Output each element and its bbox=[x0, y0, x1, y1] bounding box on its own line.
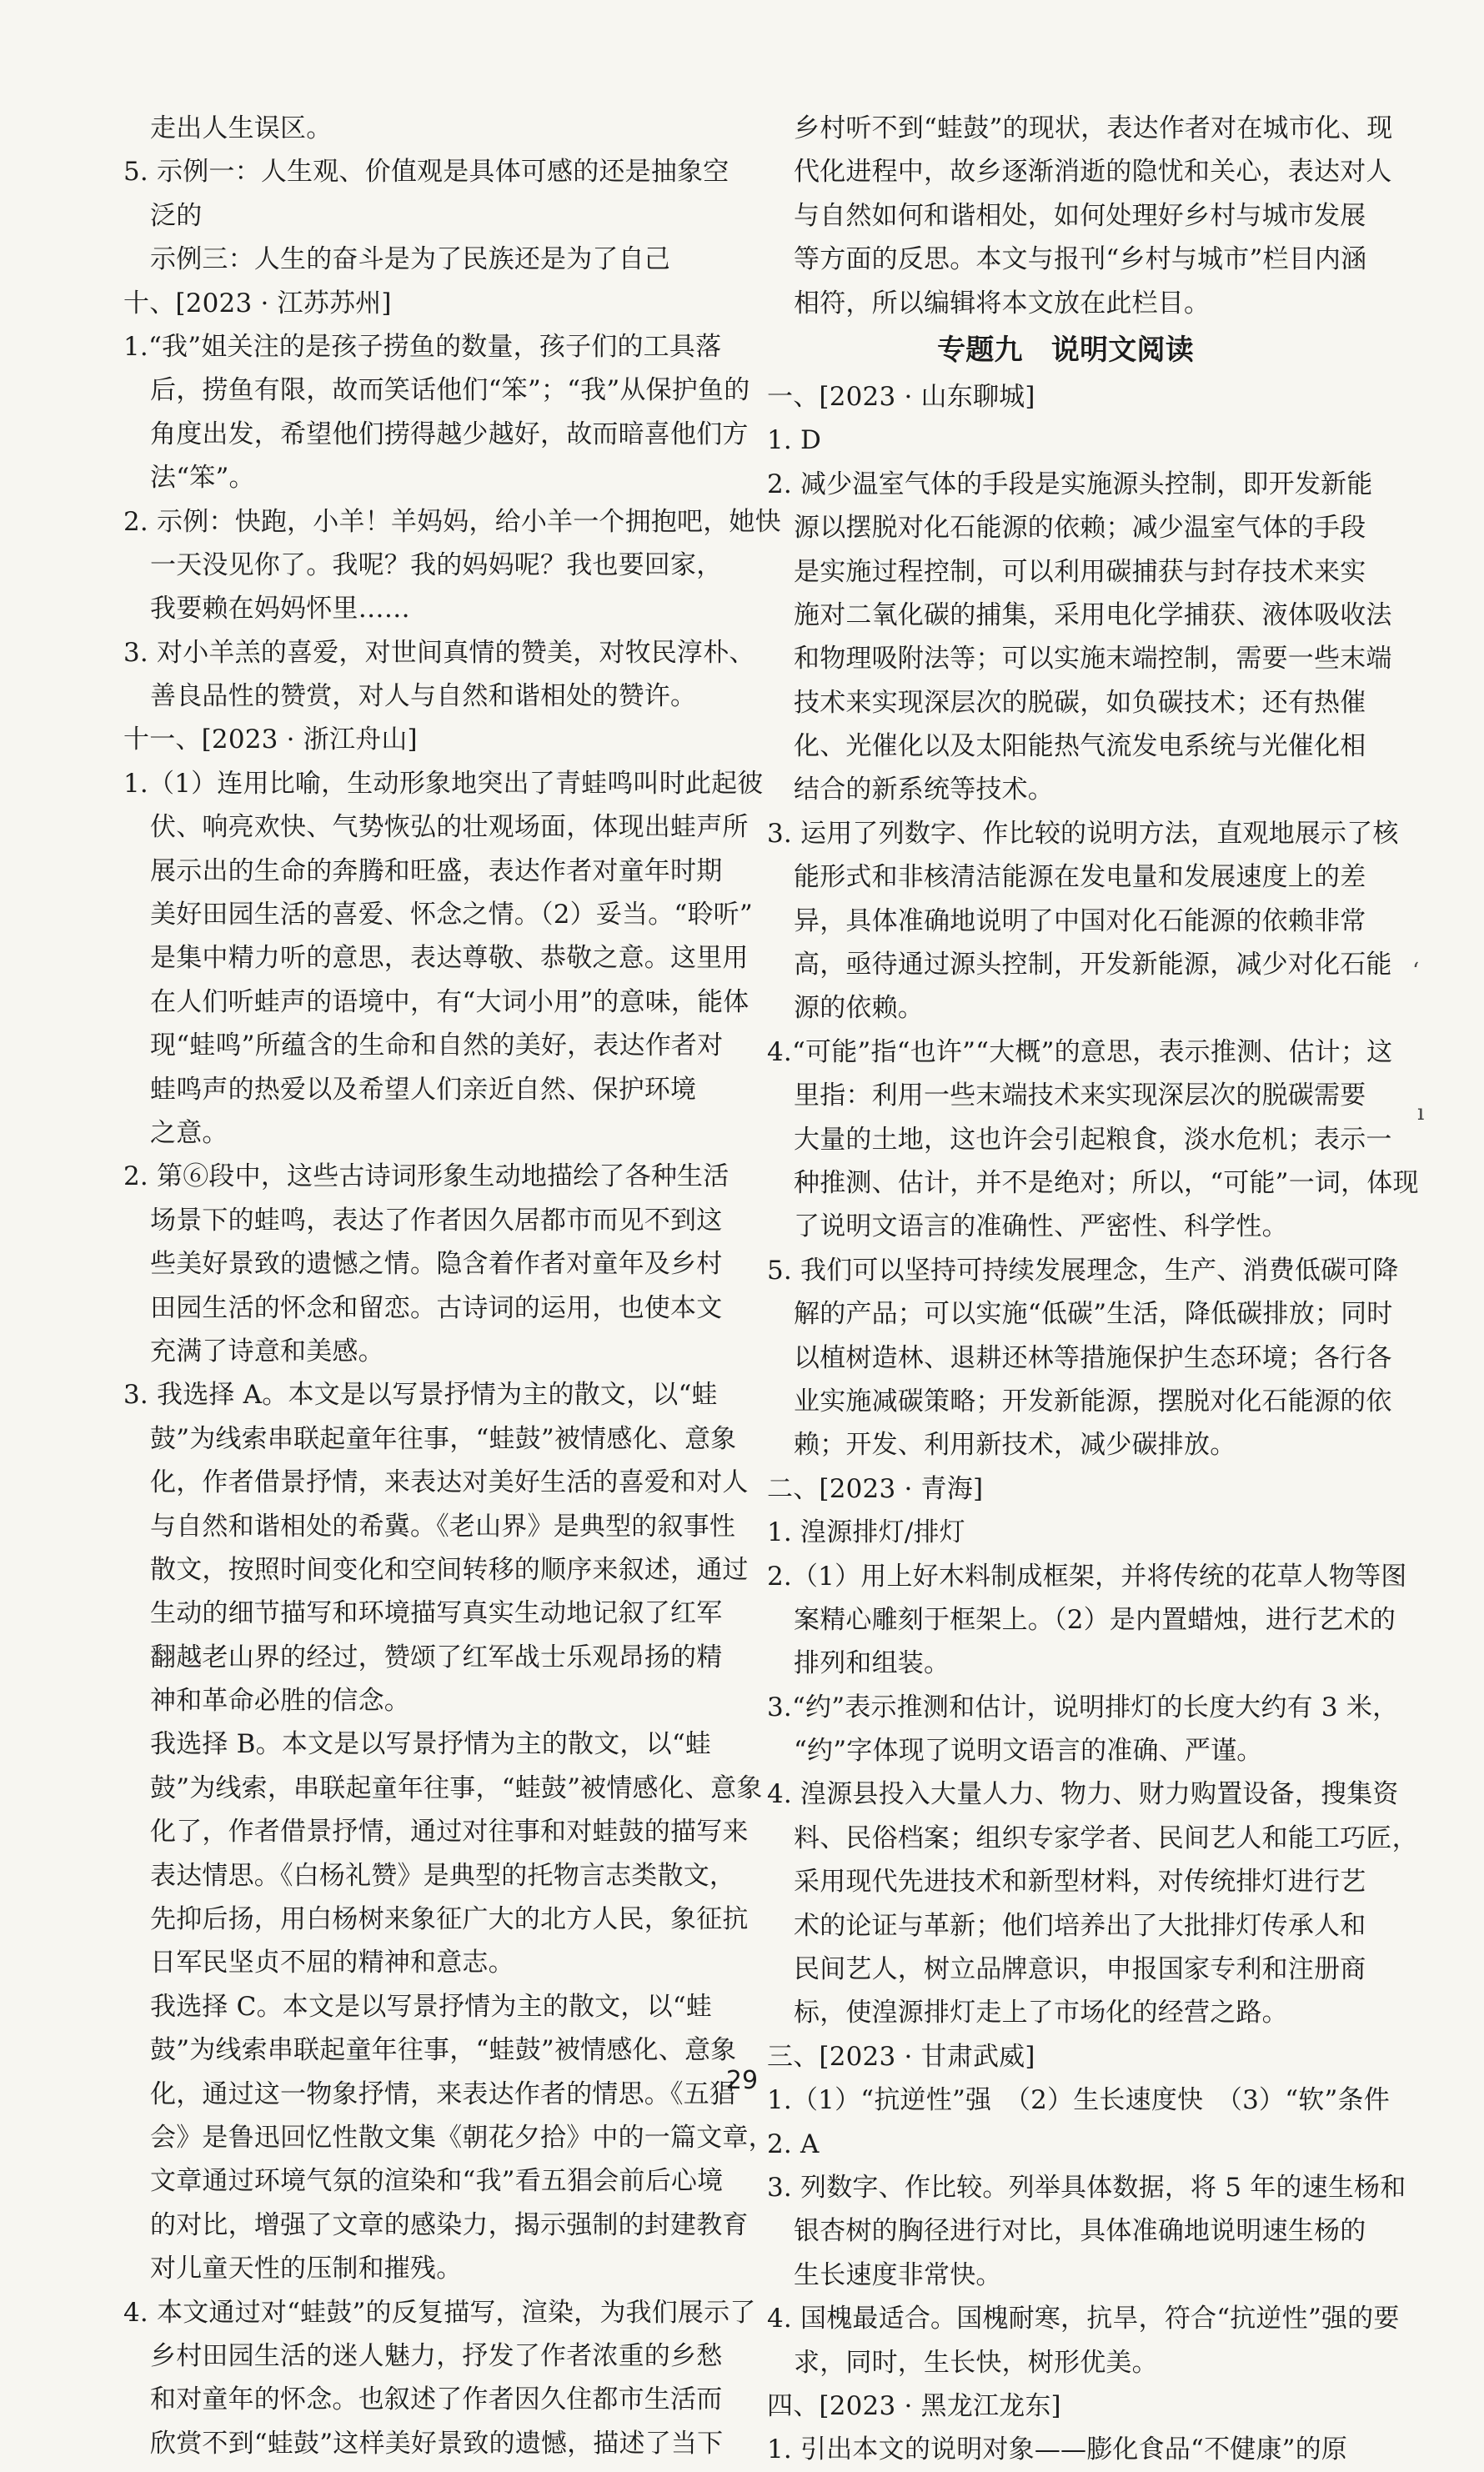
answer-line: 2. A bbox=[767, 2129, 820, 2159]
answer-line: 鼓”为线索串联起童年往事，“蛙鼓”被情感化、意象 bbox=[150, 2035, 737, 2066]
answer-line: 种推测、估计，并不是绝对；所以，“可能”一词，体现 bbox=[794, 1167, 1419, 1198]
answer-line: 会》是鲁迅回忆性散文集《朝花夕拾》中的一篇文章， bbox=[150, 2122, 775, 2153]
answer-line: 异，具体准确地说明了中国对化石能源的依赖非常 bbox=[794, 905, 1366, 936]
answer-line: 法“笨”。 bbox=[150, 463, 255, 494]
answer-line: 5. 示例一：人生观、价值观是具体可感的还是抽象空 bbox=[123, 157, 729, 188]
answer-line: 鼓”为线索，串联起童年往事，“蛙鼓”被情感化、意象 bbox=[150, 1773, 763, 1803]
answer-line: 的对比，增强了文章的感染力，揭示强制的封建教育 bbox=[150, 2209, 749, 2240]
answer-line: 乡村听不到“蛙鼓”的现状，表达作者对在城市化、现 bbox=[794, 113, 1393, 143]
answer-line: 生长速度非常快。 bbox=[794, 2259, 1002, 2290]
answer-line: 欣赏不到“蛙鼓”这样美好景致的遗憾，描述了当下 bbox=[150, 2428, 724, 2459]
answer-line: 1. 湟源排灯/排灯 bbox=[767, 1517, 965, 1548]
section-heading: 二、[2023 · 青海] bbox=[767, 1473, 984, 1504]
answer-line: 在人们听蛙声的语境中，有“大词小用”的意味，能体 bbox=[150, 986, 750, 1017]
answer-line: 示例三：人生的奋斗是为了民族还是为了自己 bbox=[150, 244, 670, 275]
topic-title: 专题九 说明文阅读 bbox=[937, 333, 1194, 367]
answer-line: 3.“约”表示推测和估计，说明排灯的长度大约有 3 米， bbox=[767, 1692, 1399, 1722]
answer-line: 解的产品；可以实施“低碳”生活，降低碳排放；同时 bbox=[794, 1299, 1393, 1330]
answer-line: 与自然如何和谐相处，如何处理好乡村与城市发展 bbox=[794, 200, 1366, 231]
answer-line: 高，亟待通过源头控制，开发新能源，减少对化石能 bbox=[794, 950, 1392, 980]
answer-line: 1. 引出本文的说明对象——膨化食品“不健康”的原 bbox=[767, 2434, 1348, 2465]
answer-line: 场景下的蛙鸣，表达了作者因久居都市而见不到这 bbox=[150, 1205, 723, 1236]
answer-line: 和对童年的怀念。也叙述了作者因久住都市生活而 bbox=[150, 2384, 723, 2415]
answer-line: 角度出发，希望他们捞得越少越好，故而暗喜他们方 bbox=[150, 419, 749, 449]
answer-line: 业实施减碳策略；开发新能源，摆脱对化石能源的依 bbox=[794, 1386, 1392, 1417]
page-number: 29 bbox=[725, 2066, 759, 2095]
answer-line: 我选择 C。本文是以写景抒情为主的散文，以“蛙 bbox=[150, 1991, 713, 2022]
answer-line: 后，捞鱼有限，故而笑话他们“笨”；“我”从保护鱼的 bbox=[150, 375, 750, 406]
answer-line: 3. 对小羊羔的喜爱，对世间真情的赞美，对牧民淳朴、 bbox=[123, 637, 755, 668]
section-heading: 一、[2023 · 山东聊城] bbox=[767, 381, 1035, 412]
answer-line: 结合的新系统等技术。 bbox=[794, 775, 1054, 805]
answer-line: 银杏树的胸径进行对比，具体准确地说明速生杨的 bbox=[794, 2216, 1366, 2247]
answer-line: 田园生活的怀念和留恋。古诗词的运用，也使本文 bbox=[150, 1292, 723, 1323]
answer-line: 神和革命必胜的信念。 bbox=[150, 1686, 410, 1717]
answer-line: 4.“可能”指“也许”“大概”的意思，表示推测、估计；这 bbox=[767, 1036, 1393, 1067]
answer-line: 标，使湟源排灯走上了市场化的经营之路。 bbox=[794, 1998, 1288, 2028]
answer-line: 等方面的反思。本文与报刊“乡村与城市”栏目内涵 bbox=[794, 244, 1367, 275]
answer-line: 化，作者借景抒情，来表达对美好生活的喜爱和对人 bbox=[150, 1467, 749, 1498]
answer-line: 展示出的生命的奔腾和旺盛，表达作者对童年时期 bbox=[150, 855, 723, 886]
section-heading: 十一、[2023 · 浙江舟山] bbox=[123, 725, 418, 755]
answer-line: 4. 湟源县投入大量人力、物力、财力购置设备，搜集资 bbox=[767, 1779, 1399, 1810]
answer-line: 与自然和谐相处的希冀。《老山界》是典型的叙事性 bbox=[150, 1511, 736, 1542]
answer-line: 现“蛙鸣”所蕴含的生命和自然的美好，表达作者对 bbox=[150, 1030, 724, 1061]
answer-line: 善良品性的赞赏，对人与自然和谐相处的赞许。 bbox=[150, 681, 697, 712]
answer-line: 和物理吸附法等；可以实施末端控制，需要一些末端 bbox=[794, 644, 1392, 674]
answer-line: 伏、响亮欢快、气势恢弘的壮观场面，体现出蛙声所 bbox=[150, 812, 749, 843]
answer-line: 源的依赖。 bbox=[794, 993, 924, 1024]
answer-line: 排列和组装。 bbox=[794, 1648, 950, 1679]
answer-line: 相符，所以编辑将本文放在此栏目。 bbox=[794, 288, 1211, 318]
answer-line: 了说明文语言的准确性、严密性、科学性。 bbox=[794, 1211, 1288, 1242]
answer-line: 对儿童天性的压制和摧残。 bbox=[150, 2254, 463, 2284]
answer-line: 采用现代先进技术和新型材料，对传统排灯进行艺 bbox=[794, 1867, 1366, 1898]
answer-line: 民间艺人，树立品牌意识，申报国家专利和注册商 bbox=[794, 1954, 1366, 1985]
section-heading: 四、[2023 · 黑龙江龙东] bbox=[767, 2390, 1061, 2421]
answer-line: 2. 减少温室气体的手段是实施源头控制，即开发新能 bbox=[767, 469, 1373, 499]
answer-line: 赖；开发、利用新技术，减少碳排放。 bbox=[794, 1430, 1236, 1461]
answer-line: 5. 我们可以坚持可持续发展理念，生产、消费低碳可降 bbox=[767, 1255, 1399, 1286]
answer-line: 求，同时，生长快，树形优美。 bbox=[794, 2347, 1158, 2378]
answer-line: 案精心雕刻于框架上。（2）是内置蜡烛，进行艺术的 bbox=[794, 1604, 1396, 1635]
answer-line: 1.“我”姐关注的是孩子捞鱼的数量，孩子们的工具落 bbox=[123, 331, 722, 362]
right-column bbox=[767, 107, 1419, 2472]
answer-line: 1.（1）“抗逆性”强 （2）生长速度快 （3）“软”条件 bbox=[767, 2085, 1390, 2116]
answer-line: 3. 我选择 A。本文是以写景抒情为主的散文，以“蛙 bbox=[123, 1380, 718, 1411]
answer-line: 术的论证与革新；他们培养出了大批排灯传承人和 bbox=[794, 1910, 1366, 1941]
section-heading: 三、[2023 · 甘肃武威] bbox=[767, 2041, 1035, 2072]
answer-line: 是实施过程控制，可以利用碳捕获与封存技术来实 bbox=[794, 556, 1366, 587]
answer-line: 化、光催化以及太阳能热气流发电系统与光催化相 bbox=[794, 731, 1366, 762]
answer-line: 3. 运用了列数字、作比较的说明方法，直观地展示了核 bbox=[767, 818, 1399, 849]
answer-line: 文章通过环境气氛的渲染和“我”看五猖会前后心境 bbox=[150, 2166, 724, 2197]
margin-mark: ʻ bbox=[1412, 959, 1420, 984]
answer-line: 是集中精力听的意思，表达尊敬、恭敬之意。这里用 bbox=[150, 943, 749, 974]
answer-line: 表达情思。《白杨礼赞》是典型的托物言志类散文， bbox=[150, 1860, 736, 1891]
answer-line: 日军民坚贞不屈的精神和意志。 bbox=[150, 1948, 514, 1978]
answer-line: 些美好景致的遗憾之情。隐含着作者对童年及乡村 bbox=[150, 1249, 723, 1280]
answer-line: 鼓”为线索串联起童年往事，“蛙鼓”被情感化、意象 bbox=[150, 1423, 737, 1454]
answer-line: 散文，按照时间变化和空间转移的顺序来叙述，通过 bbox=[150, 1554, 749, 1585]
answer-line: 里指：利用一些末端技术来实现深层次的脱碳需要 bbox=[794, 1081, 1366, 1111]
section-heading: 十、[2023 · 江苏苏州] bbox=[123, 288, 392, 318]
answer-line: 2. 示例：快跑，小羊！羊妈妈，给小羊一个拥抱吧，她快 bbox=[123, 506, 781, 537]
answer-line: 翻越老山界的经过，赞颂了红军战士乐观昂扬的精 bbox=[150, 1642, 723, 1672]
margin-mark: ı bbox=[1417, 1101, 1425, 1126]
answer-line: 大量的土地，这也许会引起粮食，淡水危机；表示一 bbox=[794, 1124, 1392, 1155]
answer-line: 源以摆脱对化石能源的依赖；减少温室气体的手段 bbox=[794, 513, 1366, 544]
answer-line: 之意。 bbox=[150, 1117, 228, 1148]
answer-line: 3. 列数字、作比较。列举具体数据，将 5 年的速生杨和 bbox=[767, 2172, 1406, 2203]
answer-line: 泛的 bbox=[150, 200, 203, 231]
answer-line: 一天没见你了。我呢？我的妈妈呢？我也要回家， bbox=[150, 549, 723, 580]
answer-line: 料、民俗档案；组织专家学者、民间艺人和能工巧匠， bbox=[794, 1823, 1418, 1853]
answer-line: 4. 本文通过对“蛙鼓”的反复描写，渲染，为我们展示了 bbox=[123, 2297, 756, 2328]
answer-line: 施对二氧化碳的捕集，采用电化学捕获、液体吸收法 bbox=[794, 599, 1392, 630]
answer-line: 充满了诗意和美感。 bbox=[150, 1336, 384, 1366]
answer-line: 我选择 B。本文是以写景抒情为主的散文，以“蛙 bbox=[150, 1729, 712, 1760]
answer-line: “约”字体现了说明文语言的准确、严谨。 bbox=[794, 1736, 1263, 1767]
answer-line: 代化进程中，故乡逐渐消逝的隐忧和关心，表达对人 bbox=[794, 157, 1392, 188]
answer-line: 乡村田园生活的迷人魅力，抒发了作者浓重的乡愁 bbox=[150, 2340, 723, 2371]
answer-line: 能形式和非核清洁能源在发电量和发展速度上的差 bbox=[794, 862, 1366, 893]
answer-line: 技术来实现深层次的脱碳，如负碳技术；还有热催 bbox=[794, 687, 1366, 718]
answer-line: 生动的细节描写和环境描写真实生动地记叙了红军 bbox=[150, 1598, 723, 1629]
answer-line: 先抑后扬，用白杨树来象征广大的北方人民，象征抗 bbox=[150, 1904, 749, 1935]
answer-line: 1. D bbox=[767, 425, 822, 456]
answer-line: 化，通过这一物象抒情，来表达作者的情思。《五猖 bbox=[150, 2078, 736, 2109]
answer-line: 蛙鸣声的热爱以及希望人们亲近自然、保护环境 bbox=[150, 1074, 697, 1105]
answer-line: 2.（1）用上好木料制成框架，并将传统的花草人物等图 bbox=[767, 1561, 1407, 1592]
answer-line: 美好田园生活的喜爱、怀念之情。（2）妥当。“聆听” bbox=[150, 900, 753, 930]
answer-line: 化了，作者借景抒情，通过对往事和对蛙鼓的描写来 bbox=[150, 1817, 749, 1848]
answer-line: 2. 第⑥段中，这些古诗词形象生动地描绘了各种生活 bbox=[123, 1161, 729, 1192]
answer-line: 1.（1）连用比喻，生动形象地突出了青蛙鸣叫时此起彼 bbox=[123, 768, 764, 799]
answer-line: 走出人生误区。 bbox=[150, 113, 333, 143]
answer-line: 我要赖在妈妈怀里…… bbox=[150, 594, 410, 624]
answer-line: 4. 国槐最适合。国槐耐寒，抗旱，符合“抗逆性”强的要 bbox=[767, 2304, 1400, 2334]
answer-line: 以植树造林、退耕还林等措施保护生态环境；各行各 bbox=[794, 1342, 1392, 1373]
